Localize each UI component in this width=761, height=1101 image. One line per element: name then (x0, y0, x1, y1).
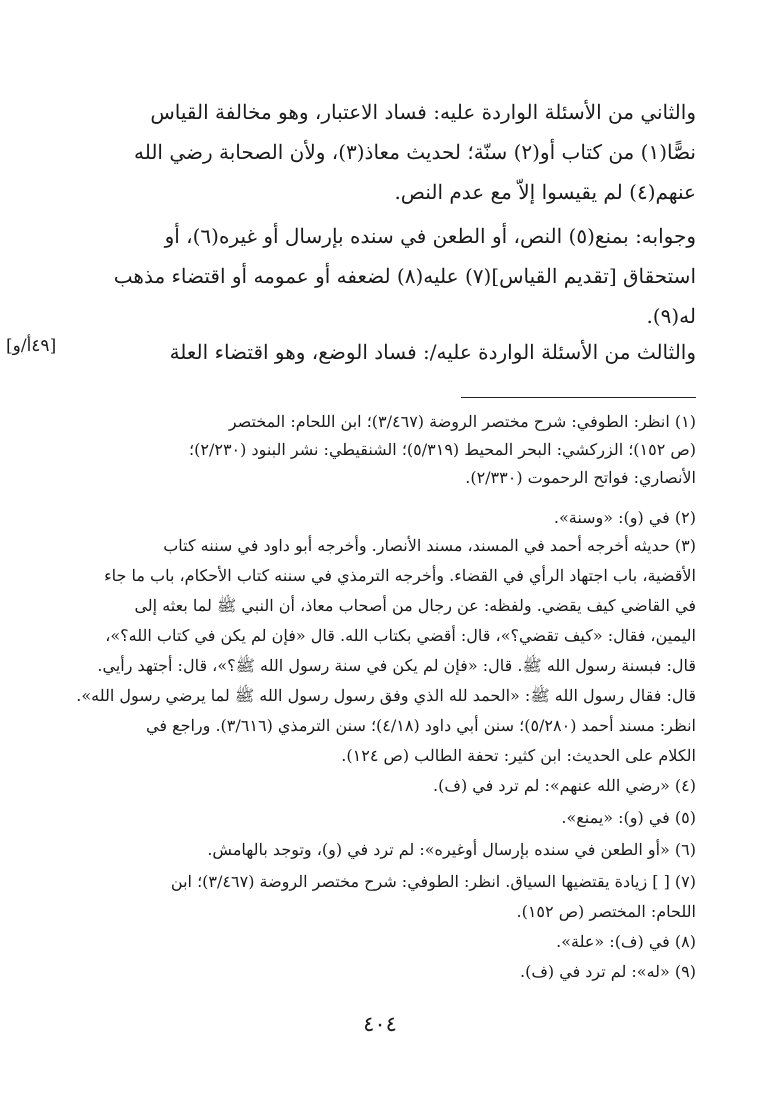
footnote-line: الكلام على الحديث: ابن كثير: تحفة الطالب (ص ١٢٤). (341, 746, 696, 765)
footnote-line: (٤) «رضي الله عنهم»: لم ترد في (ف). (433, 776, 696, 795)
manuscript-marker: [٤٩أ/و] (6, 336, 57, 356)
main-line: والثالث من الأسئلة الواردة عليه/: فساد الوضع، وهو اقتضاء العلة (169, 340, 696, 364)
main-line: نصًّا(١) من كتاب أو(٢) سنّة؛ لحديث معاذ(٣)، ولأن الصحابة رضي الله (133, 140, 696, 164)
footnote-line: (٣) حديثه أخرجه أحمد في المسند، مسند الأنصار. وأخرجه أبو داود في سننه كتاب (163, 536, 696, 555)
footnote-line: (٧) [ ] زيادة يقتضيها السياق. انظر: الطوفي: شرح مختصر الروضة (٣/٤٦٧)؛ ابن (170, 872, 696, 891)
footnote-line: قال: فقال رسول الله ﷺ: «الحمد لله الذي وفق رسول رسول الله ﷺ لما يرضي رسول الله». (76, 686, 696, 705)
footnote-line: (٨) في (ف): «علة». (556, 932, 696, 951)
page-number: ٤٠٤ (363, 1012, 397, 1036)
footnote-line: (١) انظر: الطوفي: شرح مختصر الروضة (٣/٤٦٧)؛ ابن اللحام: المختصر (228, 412, 696, 431)
main-line: والثاني من الأسئلة الواردة عليه: فساد الاعتبار، وهو مخالفة القياس (150, 100, 696, 124)
footnote-line: (٢) في (و): «وسنة». (553, 508, 696, 527)
footnote-line: الأنصاري: فواتح الرحموت (٢/٣٣٠). (465, 468, 696, 487)
footnote-line: اليمين، فقال: «كيف تقضي؟»، قال: أقضي بكتاب الله. قال «فإن لم يكن في كتاب الله؟»، (105, 626, 696, 645)
footnote-line: (٩) «له»: لم ترد في (ف). (519, 962, 696, 981)
footnote-line: (٥) في (و): «يمنع». (561, 808, 696, 827)
footnote-line: قال: فبسنة رسول الله ﷺ. قال: «فإن لم يكن في سنة رسول الله ﷺ؟»، قال: أجتهد رأيي. (97, 656, 696, 675)
main-text (76, 92, 696, 372)
footnote-line: انظر: مسند أحمد (٥/٢٨٠)؛ سنن أبي داود (٤/١٨)؛ سنن الترمذي (٣/٦١٦). وراجع في (146, 716, 696, 735)
footnote-line: في القاضي كيف يقضي. ولفظه: عن رجال من أصحاب معاذ، أن النبي ﷺ لما بعثه إلى (134, 596, 696, 615)
footnote-line: الأقضية، باب اجتهاد الرأي في القضاء. وأخرجه الترمذي في سننه كتاب الأحكام، باب ما جاء (104, 566, 696, 585)
footnote-divider (461, 397, 696, 398)
main-line: له(٩). (646, 304, 696, 328)
footnote-line: اللحام: المختصر (ص ١٥٢). (516, 902, 696, 921)
main-line: استحقاق [تقديم القياس](٧) عليه(٨) لضعفه أو عمومه أو اقتضاء مذهب (113, 264, 696, 288)
main-line: عنهم(٤) لم يقيسوا إلاّ مع عدم النص. (394, 180, 696, 204)
footnote-line: (ص ١٥٢)؛ الزركشي: البحر المحيط (٥/٣١٩)؛ الشنقيطي: نشر البنود (٢/٢٣٠)؛ (189, 440, 696, 459)
footnote-line: (٦) «أو الطعن في سنده بإرسال أوغيره»: لم ترد في (و)، وتوجد بالهامش. (207, 840, 696, 859)
main-line: وجوابه: بمنع(٥) النص، أو الطعن في سنده بإرسال أو غيره(٦)، أو (164, 224, 696, 248)
